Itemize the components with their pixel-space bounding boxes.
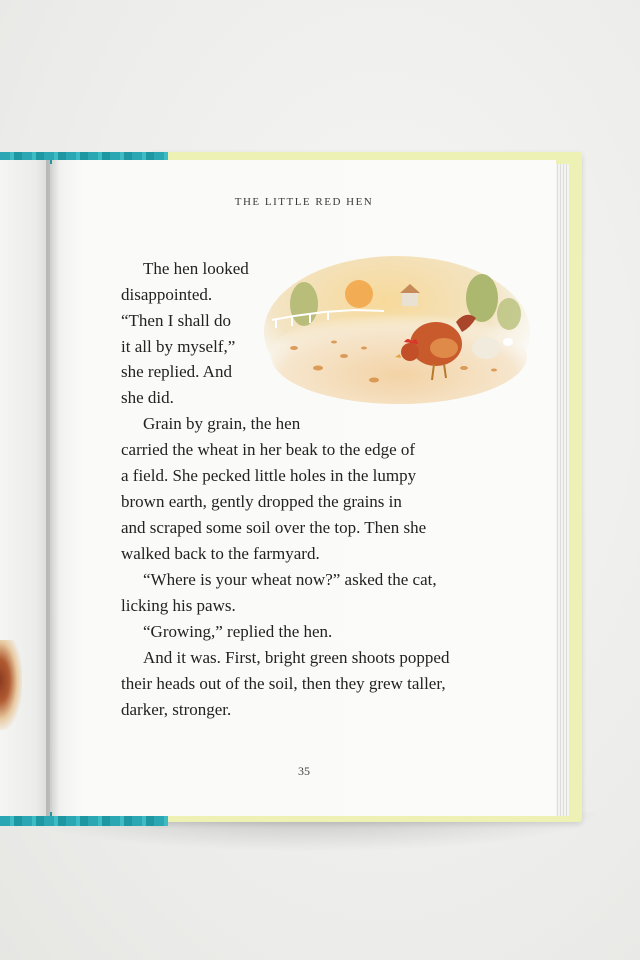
text-line: their heads out of the soil, then they grew taller, [121,674,446,693]
text-line: “Growing,” replied the hen. [143,622,333,641]
text-line: she replied. And [121,362,232,381]
text-line: licking his paws. [121,596,236,615]
text-line: “Then I shall do [121,311,231,330]
book-gutter [46,160,60,816]
hen-field-illustration [264,256,530,408]
text-line: it all by myself,” [121,337,236,356]
text-line: brown earth, gently dropped the grains in [121,492,402,511]
text-line: “Where is your wheat now?” asked the cat, [143,570,437,589]
text-line: darker, stronger. [121,700,232,719]
page-number: 35 [298,764,310,778]
text-line: disappointed. [121,285,213,304]
text-line: and scraped some soil over the top. Then she [121,518,427,537]
text-line: a field. She pecked little holes in the lumpy [121,466,417,485]
left-page-illustration [0,640,22,730]
text-line: walked back to the farmyard. [121,544,320,563]
page-edges [555,164,569,816]
text-line: she did. [121,388,174,407]
text-line: Grain by grain, the hen [143,414,301,433]
text-line: And it was. First, bright green shoots popped [143,648,450,667]
text-line: The hen looked [143,259,249,278]
text-line: carried the wheat in her beak to the edge of [121,440,416,459]
running-head: THE LITTLE RED HEN [234,196,374,208]
